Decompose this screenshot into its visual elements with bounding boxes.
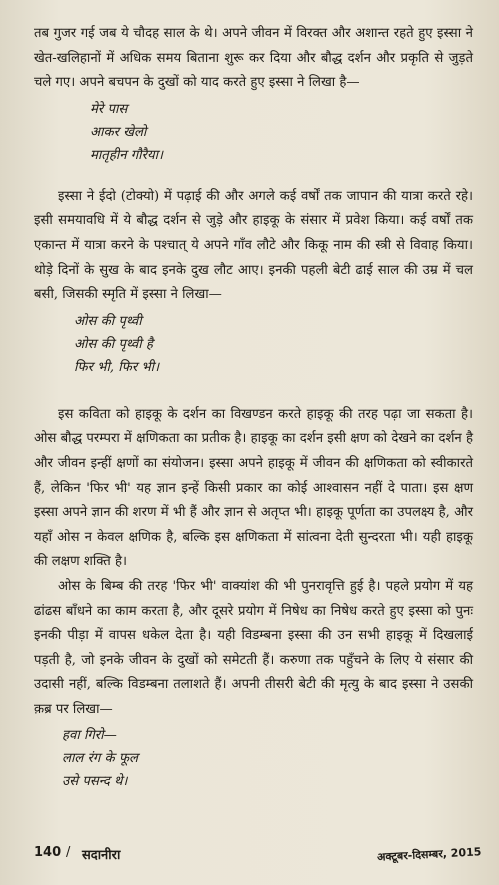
paragraph-3: इस कविता को हाइकू के दर्शन का विखण्डन करते हाइकू की तरह पढ़ा जा सकता है। ओस बौद्ध परम्परा में क्षणिकता का प्रतीक है। हाइकू का दर्शन इसी क्षण को देखने का दर्शन है और जीवन इन्हीं क्षणों का संयोजन। इस्सा अपने हाइकू में जीवन की क्षणिकता को स्वीकारते हैं, लेकिन 'फिर भी' यह ज्ञान इन्हें किसी प्रकार का कोई आश्वासन नहीं दे पाता। इस क्षण इस्सा अपने ज्ञान की शरण में भी हैं और ज्ञान से अतृप्त भी। हाइकू पूर्णता का उपलक्ष्य है, और यहाँ ओस न केवल क्षणिक है, बल्कि इस क्षणिकता में सांत्वना देती सुन्दरता भी। यही हाइकू की लक्षण शक्ति है। (34, 406, 473, 570)
poem-2 (74, 310, 473, 379)
paragraph-4: ओस के बिम्ब की तरह 'फिर भी' वाक्यांश की भी पुनरावृत्ति हुई है। पहले प्रयोग में यह ढांढस बाँधने का काम करता है, और दूसरे प्रयोग में निषेध का निषेध करते हुए इस्सा को पुनः इनकी पीड़ा में वापस धकेल देता है। यही विडम्बना इस्सा की उन सभी हाइकू में दिखलाई पड़ती है, जो इनके जीवन के दुखों को समेटती हैं। करुणा तक पहुँचने के लिए ये संसार की उदासी नहीं, बल्कि विडम्बना तलाशते हैं। अपनी तीसरी बेटी की मृत्यु के बाद इस्सा ने उसकी क़ब्र पर लिखा— (34, 578, 473, 717)
paragraph-2: इस्सा ने ईदो (टोक्यो) में पढ़ाई की और अगले कई वर्षों तक जापान की यात्रा करते रहे। इसी समयावधि में ये बौद्ध दर्शन से जुड़े और हाइकू के संसार में प्रवेश किया। कई वर्षों तक एकान्त में यात्रा करने के पश्चात् ये अपने गाँव लौटे और किकू नाम की स्त्री से विवाह किया। थोड़े दिनों के सुख के बाद इनके दुख लौट आए। इनकी पहली बेटी ढाई साल की उम्र में चल बसी, जिसकी स्मृति में इस्सा ने लिखा— (34, 188, 473, 303)
poem-3 (62, 724, 473, 793)
poem-1-line: आकर खेलो (90, 124, 147, 140)
poem-3-line: हवा गिरो— (62, 728, 117, 744)
paragraph-1: तब गुजर गई जब ये चौदह साल के थे। अपने जीवन में विरक्त और अशान्त रहते हुए इस्सा ने खेत-खलिहानों में अधिक समय बिताना शुरू कर दिया और बौद्ध दर्शन और प्रकृति से जुड़ते चले गए। अपने बचपन के दुखों को याद करते हुए इस्सा ने लिखा है— (34, 26, 473, 91)
poem-2-line: ओस की पृथ्वी है (74, 336, 153, 352)
page-number: 140 (34, 845, 62, 860)
poem-1-line: मेरे पास (90, 101, 128, 117)
poem-3-line: उसे पसन्द थे। (62, 774, 128, 790)
footer-separator: / (66, 845, 71, 860)
poem-2-line: ओस की पृथ्वी (74, 313, 142, 329)
poem-1 (90, 98, 473, 167)
page-footer (0, 837, 499, 885)
poem-1-line: मातृहीन गौरैया। (90, 147, 164, 163)
journal-name: सदानीरा (82, 848, 121, 863)
poem-2-line: फिर भी, फिर भी। (74, 359, 160, 375)
issue-date: अक्टूबर-दिसम्बर, 2015 (376, 845, 482, 864)
poem-3-line: लाल रंग के फूल (62, 751, 138, 767)
